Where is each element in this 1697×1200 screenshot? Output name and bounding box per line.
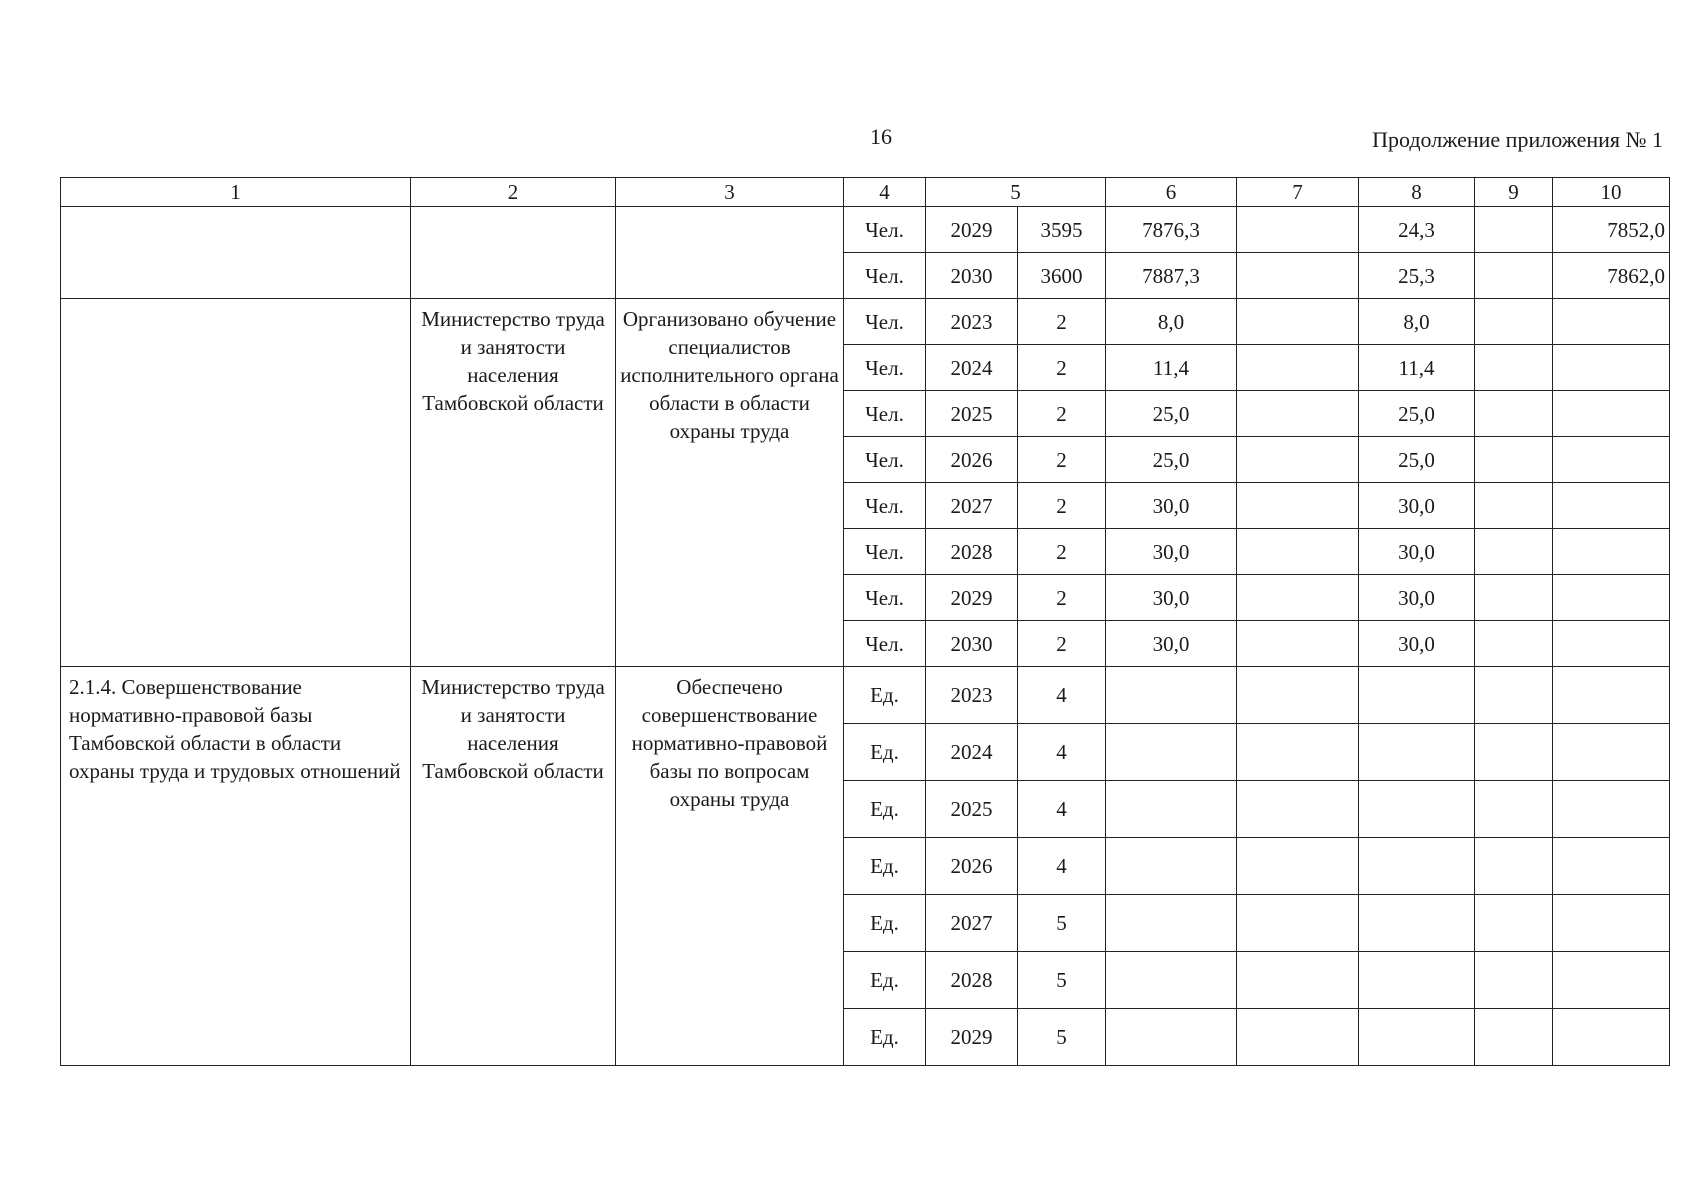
value-cell: 2 <box>1018 345 1106 391</box>
col8-cell: 25,0 <box>1359 391 1475 437</box>
page-number: 16 <box>870 124 892 149</box>
unit-cell: Чел. <box>844 483 926 529</box>
col8-cell: 25,3 <box>1359 253 1475 299</box>
col10-cell: 7862,0 <box>1553 253 1670 299</box>
col8-cell: 8,0 <box>1359 299 1475 345</box>
col7-cell <box>1237 437 1359 483</box>
col6-cell: 8,0 <box>1106 299 1237 345</box>
column-header-10: 10 <box>1553 178 1670 207</box>
col8-cell: 24,3 <box>1359 207 1475 253</box>
col10-cell <box>1553 299 1670 345</box>
column-header-3: 3 <box>616 178 844 207</box>
column-header-9: 9 <box>1475 178 1553 207</box>
col9-cell <box>1475 345 1553 391</box>
col10-cell <box>1553 437 1670 483</box>
unit-cell: Ед. <box>844 724 926 781</box>
col10-cell: 7852,0 <box>1553 207 1670 253</box>
col6-cell: 7887,3 <box>1106 253 1237 299</box>
col9-cell <box>1475 838 1553 895</box>
column-header-4: 4 <box>844 178 926 207</box>
measure-name-cell <box>61 299 411 667</box>
column-header-5: 5 <box>926 178 1106 207</box>
col7-cell <box>1237 895 1359 952</box>
unit-cell: Ед. <box>844 781 926 838</box>
col6-cell: 30,0 <box>1106 529 1237 575</box>
column-header-7: 7 <box>1237 178 1359 207</box>
col6-cell: 30,0 <box>1106 483 1237 529</box>
col7-cell <box>1237 391 1359 437</box>
col8-cell: 30,0 <box>1359 575 1475 621</box>
value-cell: 4 <box>1018 781 1106 838</box>
col7-cell <box>1237 724 1359 781</box>
col10-cell <box>1553 895 1670 952</box>
unit-cell: Чел. <box>844 207 926 253</box>
col9-cell <box>1475 724 1553 781</box>
year-cell: 2029 <box>926 1009 1018 1066</box>
year-cell: 2030 <box>926 621 1018 667</box>
value-cell: 5 <box>1018 895 1106 952</box>
col6-cell <box>1106 838 1237 895</box>
value-cell: 3595 <box>1018 207 1106 253</box>
col6-cell: 25,0 <box>1106 437 1237 483</box>
measure-name-cell: 2.1.4. Совершенствование нормативно-правовой базы Тамбовской области в области охраны труда и трудовых отношений <box>61 667 411 1066</box>
year-cell: 2029 <box>926 207 1018 253</box>
col8-cell <box>1359 952 1475 1009</box>
value-cell: 5 <box>1018 952 1106 1009</box>
col6-cell: 7876,3 <box>1106 207 1237 253</box>
col10-cell <box>1553 781 1670 838</box>
col7-cell <box>1237 621 1359 667</box>
col10-cell <box>1553 724 1670 781</box>
col8-cell <box>1359 838 1475 895</box>
column-header-2: 2 <box>411 178 616 207</box>
col6-cell <box>1106 895 1237 952</box>
col8-cell <box>1359 781 1475 838</box>
unit-cell: Чел. <box>844 437 926 483</box>
col6-cell <box>1106 781 1237 838</box>
col10-cell <box>1553 838 1670 895</box>
col8-cell: 30,0 <box>1359 483 1475 529</box>
col7-cell <box>1237 781 1359 838</box>
col6-cell <box>1106 724 1237 781</box>
appendix-table <box>60 177 1670 1066</box>
executor-cell <box>411 207 616 299</box>
column-header-8: 8 <box>1359 178 1475 207</box>
measure-name-cell <box>61 207 411 299</box>
year-cell: 2028 <box>926 529 1018 575</box>
unit-cell: Ед. <box>844 838 926 895</box>
unit-cell: Ед. <box>844 895 926 952</box>
col8-cell <box>1359 895 1475 952</box>
table-row <box>61 299 1670 345</box>
year-cell: 2027 <box>926 483 1018 529</box>
unit-cell: Ед. <box>844 952 926 1009</box>
unit-cell: Чел. <box>844 575 926 621</box>
value-cell: 2 <box>1018 299 1106 345</box>
value-cell: 2 <box>1018 437 1106 483</box>
col7-cell <box>1237 1009 1359 1066</box>
col7-cell <box>1237 529 1359 575</box>
col8-cell: 25,0 <box>1359 437 1475 483</box>
unit-cell: Ед. <box>844 667 926 724</box>
year-cell: 2025 <box>926 391 1018 437</box>
unit-cell: Чел. <box>844 621 926 667</box>
col10-cell <box>1553 529 1670 575</box>
col6-cell: 11,4 <box>1106 345 1237 391</box>
appendix-continuation-label: Продолжение приложения № 1 <box>1372 127 1663 152</box>
col10-cell <box>1553 621 1670 667</box>
executor-cell: Министерство труда и занятости населения Тамбовской области <box>411 667 616 1066</box>
col9-cell <box>1475 895 1553 952</box>
col8-cell: 30,0 <box>1359 621 1475 667</box>
col7-cell <box>1237 667 1359 724</box>
year-cell: 2025 <box>926 781 1018 838</box>
unit-cell: Чел. <box>844 299 926 345</box>
col9-cell <box>1475 1009 1553 1066</box>
col8-cell <box>1359 724 1475 781</box>
col9-cell <box>1475 575 1553 621</box>
year-cell: 2024 <box>926 724 1018 781</box>
year-cell: 2030 <box>926 253 1018 299</box>
result-cell: Обеспечено совершенствование нормативно-правовой базы по вопросам охраны труда <box>616 667 844 1066</box>
col10-cell <box>1553 391 1670 437</box>
col9-cell <box>1475 483 1553 529</box>
value-cell: 4 <box>1018 667 1106 724</box>
value-cell: 5 <box>1018 1009 1106 1066</box>
year-cell: 2027 <box>926 895 1018 952</box>
col9-cell <box>1475 529 1553 575</box>
value-cell: 2 <box>1018 483 1106 529</box>
year-cell: 2023 <box>926 299 1018 345</box>
col10-cell <box>1553 952 1670 1009</box>
year-cell: 2023 <box>926 667 1018 724</box>
table-header-row <box>61 178 1670 207</box>
col9-cell <box>1475 253 1553 299</box>
col6-cell: 30,0 <box>1106 621 1237 667</box>
value-cell: 2 <box>1018 621 1106 667</box>
col6-cell: 25,0 <box>1106 391 1237 437</box>
year-cell: 2024 <box>926 345 1018 391</box>
col9-cell <box>1475 952 1553 1009</box>
col9-cell <box>1475 391 1553 437</box>
unit-cell: Чел. <box>844 253 926 299</box>
year-cell: 2028 <box>926 952 1018 1009</box>
col7-cell <box>1237 299 1359 345</box>
column-header-1: 1 <box>61 178 411 207</box>
col6-cell <box>1106 952 1237 1009</box>
col6-cell <box>1106 1009 1237 1066</box>
col6-cell <box>1106 667 1237 724</box>
year-cell: 2026 <box>926 437 1018 483</box>
col7-cell <box>1237 345 1359 391</box>
value-cell: 2 <box>1018 391 1106 437</box>
unit-cell: Чел. <box>844 391 926 437</box>
col9-cell <box>1475 207 1553 253</box>
col8-cell <box>1359 667 1475 724</box>
year-cell: 2029 <box>926 575 1018 621</box>
value-cell: 3600 <box>1018 253 1106 299</box>
col7-cell <box>1237 838 1359 895</box>
col8-cell: 11,4 <box>1359 345 1475 391</box>
col10-cell <box>1553 575 1670 621</box>
col9-cell <box>1475 621 1553 667</box>
col7-cell <box>1237 207 1359 253</box>
value-cell: 4 <box>1018 724 1106 781</box>
col9-cell <box>1475 299 1553 345</box>
table-row <box>61 207 1670 253</box>
col8-cell: 30,0 <box>1359 529 1475 575</box>
table-row <box>61 667 1670 724</box>
col7-cell <box>1237 253 1359 299</box>
col9-cell <box>1475 781 1553 838</box>
result-cell: Организовано обучение специалистов исполнительного органа области в области охраны труда <box>616 299 844 667</box>
year-cell: 2026 <box>926 838 1018 895</box>
column-header-6: 6 <box>1106 178 1237 207</box>
col10-cell <box>1553 345 1670 391</box>
col10-cell <box>1553 1009 1670 1066</box>
col10-cell <box>1553 483 1670 529</box>
col7-cell <box>1237 483 1359 529</box>
col8-cell <box>1359 1009 1475 1066</box>
value-cell: 4 <box>1018 838 1106 895</box>
value-cell: 2 <box>1018 529 1106 575</box>
result-cell <box>616 207 844 299</box>
col6-cell: 30,0 <box>1106 575 1237 621</box>
col7-cell <box>1237 575 1359 621</box>
col9-cell <box>1475 437 1553 483</box>
unit-cell: Чел. <box>844 345 926 391</box>
col7-cell <box>1237 952 1359 1009</box>
value-cell: 2 <box>1018 575 1106 621</box>
col10-cell <box>1553 667 1670 724</box>
col9-cell <box>1475 667 1553 724</box>
unit-cell: Ед. <box>844 1009 926 1066</box>
unit-cell: Чел. <box>844 529 926 575</box>
executor-cell: Министерство труда и занятости населения Тамбовской области <box>411 299 616 667</box>
